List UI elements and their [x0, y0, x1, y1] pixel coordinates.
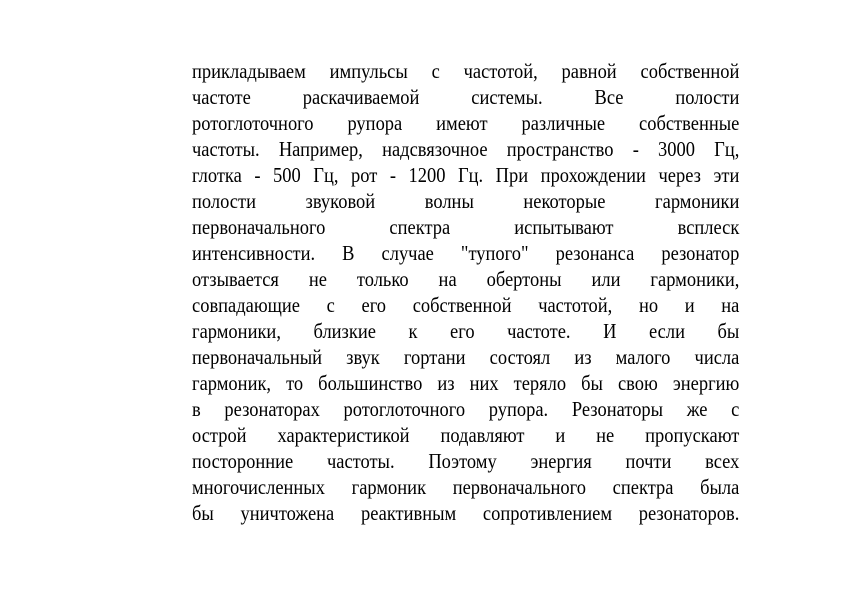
text-line: острой характеристикой подавляют и не пропускают: [192, 423, 740, 447]
text-line: ротоглоточного рупора имеют различные собственные: [192, 111, 740, 135]
text-line: первоначальный звук гортани состоял из малого числа: [192, 345, 740, 369]
text-line: первоначального спектра испытывают всплеск: [192, 215, 740, 239]
text-line: глотка - 500 Гц, рот - 1200 Гц. При прохождении через эти: [192, 163, 740, 187]
text-line: бы уничтожена реактивным сопротивлением резонаторов.: [192, 501, 740, 525]
text-line: полости звуковой волны некоторые гармоники: [192, 189, 740, 213]
text-line: гармоники, близкие к его частоте. И если бы: [192, 319, 740, 343]
text-line: прикладываем импульсы с частотой, равной собственной: [192, 59, 740, 83]
text-line: совпадающие с его собственной частотой, но и на: [192, 293, 740, 317]
text-line: в резонаторах ротоглоточного рупора. Резонаторы же с: [192, 397, 740, 421]
body-text: [192, 58, 740, 526]
text-line: многочисленных гармоник первоначального спектра была: [192, 475, 740, 499]
text-line: посторонние частоты. Поэтому энергия почти всех: [192, 449, 740, 473]
text-line: интенсивности. В случае "тупого" резонанса резонатор: [192, 241, 740, 265]
text-line: отзывается не только на обертоны или гармоники,: [192, 267, 740, 291]
text-line: частоты. Например, надсвязочное пространство - 3000 Гц,: [192, 137, 740, 161]
text-line: гармоник, то большинство из них теряло бы свою энергию: [192, 371, 740, 395]
text-line: частоте раскачиваемой системы. Все полости: [192, 85, 740, 109]
